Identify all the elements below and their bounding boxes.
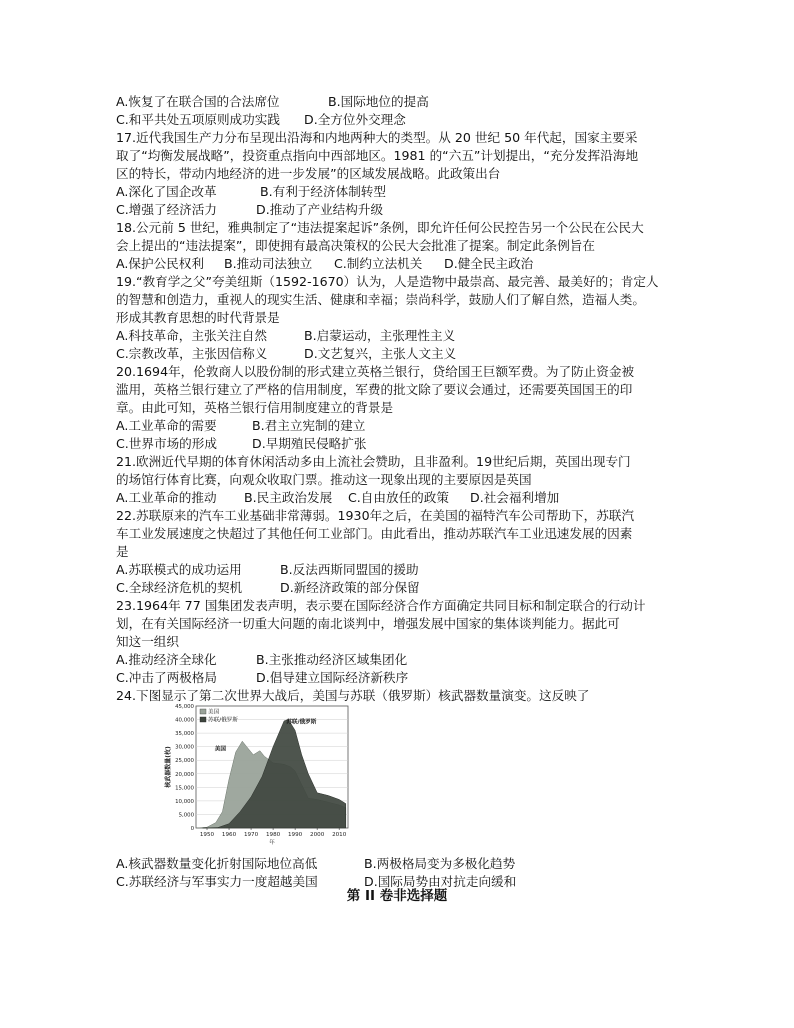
q19-options-row1 — [116, 328, 696, 344]
q20-stem-line1: 20.1694年，伦敦商人以股份制的形式建立英格兰银行，贷给国王巨额军费。为了防止资金被 — [116, 364, 635, 379]
q22-option-d[interactable]: D.新经济政策的部分保留 — [280, 580, 420, 595]
q19-stem-line2: 的智慧和创造力，重视人的现实生活、健康和幸福；崇尚科学，鼓励人们了解自然，造福人类。 — [116, 292, 645, 307]
q19-stem-line3: 形成其教育思想的时代背景是 — [116, 310, 280, 325]
q16-option-b[interactable]: B.国际地位的提高 — [328, 94, 429, 109]
q19-option-d[interactable]: D.文艺复兴，主张人文主义 — [304, 346, 457, 361]
chart-annotation-ussr: 苏联/俄罗斯 — [286, 719, 317, 726]
q22-stem-line1: 22.苏联原来的汽车工业基础非常薄弱。1930年之后，在美国的福特汽车公司帮助下，苏联汽 — [116, 508, 635, 523]
q19-stem-line1: 19.“教育学之父”夸美纽斯（1592-1670）认为，人是造物中最崇高、最完善、最美好的；肯定人 — [116, 274, 659, 289]
q22-options-row1 — [116, 562, 696, 578]
q20-option-d[interactable]: D.早期殖民侵略扩张 — [252, 436, 367, 451]
q17-option-d[interactable]: D.推动了产业结构升级 — [256, 202, 384, 217]
q22-option-b[interactable]: B.反法西斯同盟国的援助 — [280, 562, 419, 577]
q18-option-d[interactable]: D.健全民主政治 — [444, 256, 534, 271]
q23-option-b[interactable]: B.主张推动经济区域集团化 — [256, 652, 408, 667]
chart-y-tick-label: 25,000 — [175, 758, 194, 765]
q23-option-d[interactable]: D.倡导建立国际经济新秩序 — [256, 670, 409, 685]
q16-options-row2 — [116, 112, 696, 128]
q23-options-row2 — [116, 670, 696, 686]
q16-options-row1 — [116, 94, 696, 110]
nuclear-weapons-chart-svg — [162, 700, 354, 850]
chart-y-tick-label: 45,000 — [175, 704, 194, 710]
q23-stem-line2: 划，在有关国际经济一切重大问题的南北谈判中，增强发展中国家的集体谈判能力。据此可 — [116, 616, 620, 631]
q23-option-c[interactable]: C.冲击了两极格局 — [116, 670, 217, 685]
q17-option-c[interactable]: C.增强了经济活力 — [116, 202, 217, 217]
chart-legend-label-ussr: 苏联/俄罗斯 — [208, 717, 238, 724]
chart-y-tick-label: 15,000 — [175, 785, 194, 792]
q16-option-c[interactable]: C.和平共处五项原则成功实践 — [116, 112, 280, 127]
q18-option-a[interactable]: A.保护公民权利 — [116, 256, 204, 271]
q16-option-d[interactable]: D.全方位外交理念 — [304, 112, 406, 127]
q20-stem-line3: 章。由此可知，英格兰银行信用制度建立的背景是 — [116, 400, 394, 415]
q17-stem-line1: 17.近代我国生产力分布呈现出沿海和内地两种大的类型。从 20 世纪 50 年代起，国家主要采 — [116, 130, 638, 145]
chart-x-tick-label: 1950 — [199, 832, 215, 838]
q20-option-a[interactable]: A.工业革命的需要 — [116, 418, 217, 433]
chart-x-tick-label: 1980 — [265, 832, 281, 838]
q23-stem-line1: 23.1964年 77 国集团发表声明，表示要在国际经济合作方面确定共同目标和制定联合的行动计 — [116, 598, 646, 613]
chart-y-axis-label: 核武器数量(枚) — [165, 746, 172, 788]
chart-y-tick-label: 10,000 — [175, 798, 194, 805]
nuclear-weapons-chart — [162, 700, 354, 850]
q24-option-c[interactable]: C.苏联经济与军事实力一度超越美国 — [116, 874, 318, 889]
q21-option-c[interactable]: C.自由放任的政策 — [348, 490, 449, 505]
chart-y-tick-label: 30,000 — [175, 744, 194, 751]
q24-stem-line1: 24.下图显示了第二次世界大战后，美国与苏联（俄罗斯）核武器数量演变。这反映了 — [116, 688, 590, 703]
chart-y-tick-label: 5,000 — [178, 812, 194, 819]
q20-options-row1 — [116, 418, 696, 434]
chart-y-tick-label: 0 — [190, 826, 194, 832]
q22-option-a[interactable]: A.苏联模式的成功运用 — [116, 562, 242, 577]
q24-options-row1 — [116, 856, 696, 872]
q17-options-row1 — [116, 184, 696, 200]
chart-x-tick-label: 1960 — [221, 832, 237, 838]
q18-option-c[interactable]: C.制约立法机关 — [334, 256, 423, 271]
q21-stem-line1: 21.欧洲近代早期的体育休闲活动多由上流社会赞助，且非盈利。19世纪后期，英国出现专门 — [116, 454, 631, 469]
q20-option-c[interactable]: C.世界市场的形成 — [116, 436, 217, 451]
q21-option-d[interactable]: D.社会福利增加 — [470, 490, 560, 505]
q22-options-row2 — [116, 580, 696, 596]
q18-stem-line2: 会上提出的“违法提案”，即使拥有最高决策权的公民大会批准了提案。制定此条例旨在 — [116, 238, 596, 253]
chart-x-tick-label: 2010 — [332, 832, 347, 838]
chart-legend-label-usa: 美国 — [208, 709, 220, 716]
q17-stem-line3: 区的特长，带动内地经济的进一步发展”的区域发展战略。此政策出台 — [116, 166, 501, 181]
q22-stem-line3: 是 — [116, 544, 129, 559]
q20-stem-line2: 滥用，英格兰银行建立了严格的信用制度，军费的批文除了要议会通过，还需要英国国王的印 — [116, 382, 633, 397]
q23-options-row1 — [116, 652, 696, 668]
q21-options-row — [116, 490, 696, 506]
q23-option-a[interactable]: A.推动经济全球化 — [116, 652, 217, 667]
q21-stem-line2: 的场馆行体育比赛，向观众收取门票。推动这一现象出现的主要原因是英国 — [116, 472, 532, 487]
section-title: 第 II 卷非选择题 — [346, 888, 448, 904]
q18-stem-line1: 18.公元前 5 世纪，雅典制定了“违法提案起诉”条例，即允许任何公民控告另一个公民在公民大 — [116, 220, 644, 235]
chart-x-tick-label: 1970 — [243, 832, 259, 838]
q23-stem-line3: 知这一组织 — [116, 634, 179, 649]
chart-y-tick-label: 40,000 — [175, 717, 194, 724]
q20-options-row2 — [116, 436, 696, 452]
q21-option-a[interactable]: A.工业革命的推动 — [116, 490, 217, 505]
chart-x-tick-label: 2000 — [310, 832, 325, 838]
q24-option-a[interactable]: A.核武器数量变化折射国际地位高低 — [116, 856, 318, 871]
q17-option-a[interactable]: A.深化了国企改革 — [116, 184, 217, 199]
chart-annotation-usa: 美国 — [214, 746, 226, 753]
q22-option-c[interactable]: C.全球经济危机的契机 — [116, 580, 243, 595]
q16-option-a[interactable]: A.恢复了在联合国的合法席位 — [116, 94, 280, 109]
q22-stem-line2: 车工业发展速度之快超过了其他任何工业部门。由此看出，推动苏联汽车工业迅速发展的因素 — [116, 526, 633, 541]
q19-options-row2 — [116, 346, 696, 362]
q17-options-row2 — [116, 202, 696, 218]
q18-option-b[interactable]: B.推动司法独立 — [224, 256, 313, 271]
chart-x-axis-label: 年 — [269, 840, 275, 846]
q17-option-b[interactable]: B.有利于经济体制转型 — [260, 184, 386, 199]
q19-option-b[interactable]: B.启蒙运动，主张理性主义 — [304, 328, 456, 343]
chart-x-tick-label: 1990 — [288, 832, 303, 838]
q17-stem-line2: 取了“均衡发展战略”，投资重点指向中西部地区。1981 的“六五”计划提出，“充分发挥沿海地 — [116, 148, 639, 163]
q19-option-c[interactable]: C.宗教改革，主张因信称义 — [116, 346, 268, 361]
q20-option-b[interactable]: B.君主立宪制的建立 — [252, 418, 366, 433]
q18-options-row — [116, 256, 696, 272]
q24-option-b[interactable]: B.两极格局变为多极化趋势 — [364, 856, 516, 871]
chart-y-tick-label: 35,000 — [175, 731, 194, 738]
chart-legend-swatch-usa — [200, 709, 206, 714]
q24-option-d[interactable]: D.国际局势由对抗走向缓和 — [364, 874, 517, 889]
chart-y-tick-label: 20,000 — [175, 771, 194, 778]
chart-legend-swatch-ussr — [200, 717, 206, 722]
q19-option-a[interactable]: A.科技革命，主张关注自然 — [116, 328, 267, 343]
q21-option-b[interactable]: B.民主政治发展 — [244, 490, 333, 505]
